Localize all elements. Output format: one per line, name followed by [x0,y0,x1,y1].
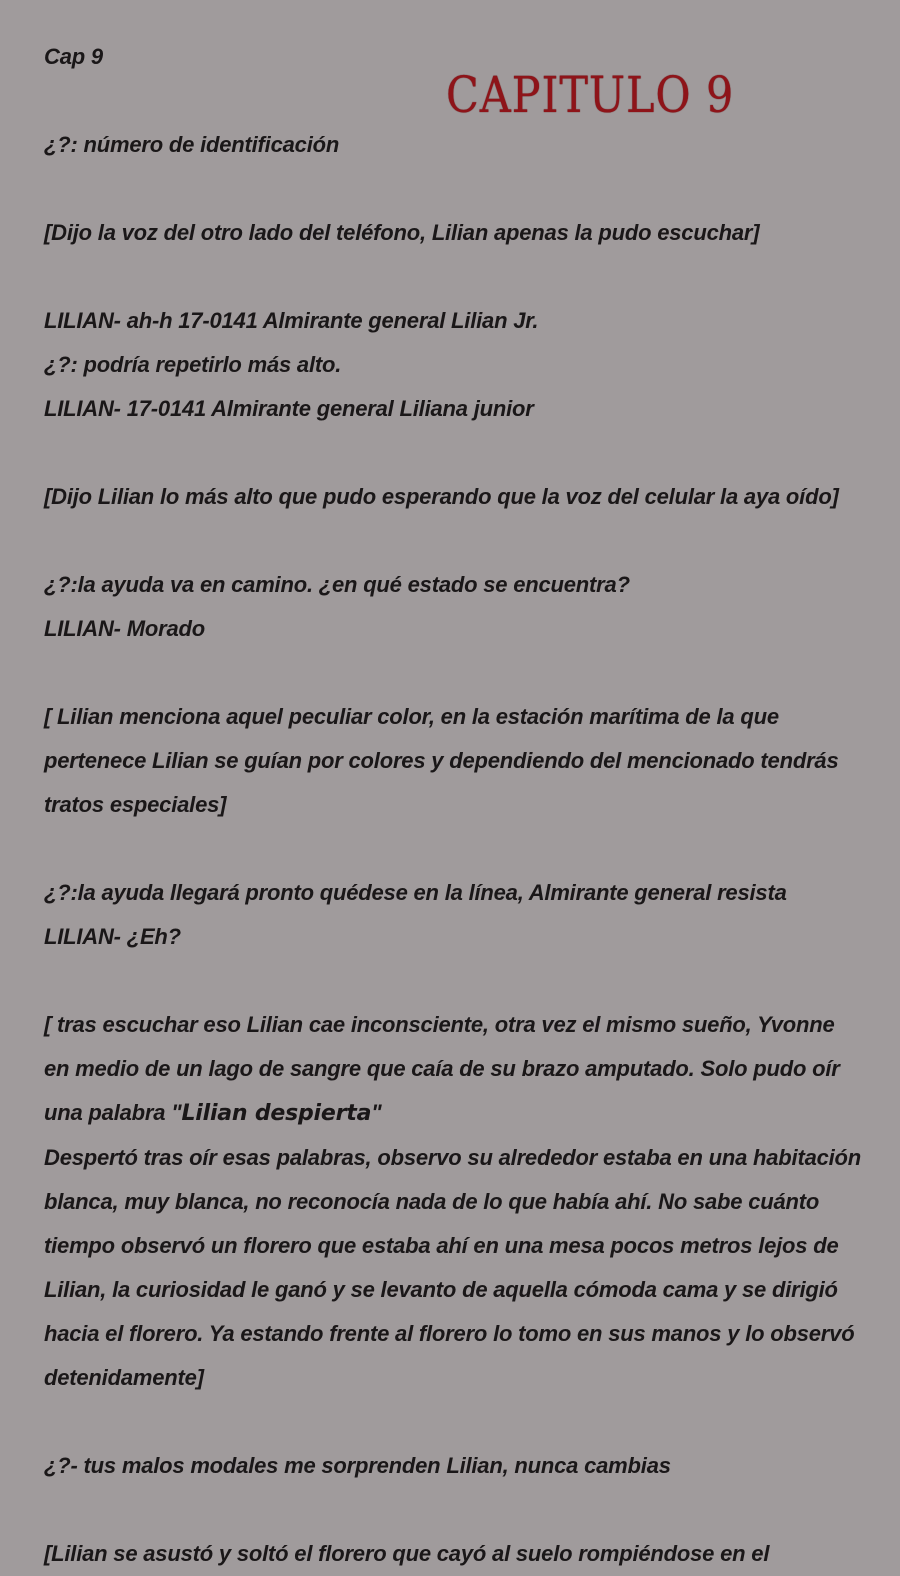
spacer [44,959,864,1003]
spacer [44,519,864,563]
text-line: ¿?:la ayuda llegará pronto quédese en la línea, Almirante general resista [44,880,787,905]
paragraph-text: " [371,1100,382,1125]
emphasized-phrase: Lilian despierta [181,1101,372,1126]
text-line: ¿?- tus malos modales me sorprenden Lilian, nunca cambias [44,1453,671,1478]
spacer [44,827,864,871]
text-paragraph [44,1003,864,1136]
text-line: ¿?:la ayuda va en camino. ¿en qué estado se encuentra? [44,572,630,597]
chapter-heading: Cap 9 [44,44,103,69]
spacer [44,79,864,123]
chapter-title-art: CAPITULO 9 [446,66,735,124]
spacer [44,167,864,211]
spacer [44,1488,864,1532]
text-line-cut-off: [Lilian se asustó y soltó el florero que cayó al suelo rompiéndose en el [44,1541,770,1566]
spacer [44,431,864,475]
paragraph-text: [ tras escuchar eso Lilian cae inconsciente, otra vez el mismo sueño, Yvonne en medio de un lago de sangre que caía de su brazo amputado. Solo pudo oír una palabra " [44,1012,840,1125]
text-paragraph: Despertó tras oír esas palabras, observo su alrededor estaba en una habitación blanca, muy blanca, no reconocía nada de lo que había ahí. No sabe cuánto tiempo observó un florero que estaba ahí en una mesa pocos metros lejos de Lilian, la curiosidad le ganó y se levanto de aquella cómoda cama y se dirigió hacia el florero. Ya estando frente al florero lo tomo en sus manos y lo observó detenidamente] [44,1145,862,1390]
text-line: ¿?: podría repetirlo más alto. [44,352,342,377]
text-line: [Dijo Lilian lo más alto que pudo esperando que la voz del celular la aya oído] [44,484,839,509]
text-line: LILIAN- ah-h 17-0141 Almirante general Lilian Jr. [44,308,539,333]
story-text [44,35,864,1576]
text-paragraph: [ Lilian menciona aquel peculiar color, en la estación marítima de la que pertenece Lilian se guían por colores y dependiendo del mencionado tendrás tratos especiales] [44,704,839,817]
text-line: [Dijo la voz del otro lado del teléfono, Lilian apenas la pudo escuchar] [44,220,760,245]
spacer [44,1400,864,1444]
spacer [44,255,864,299]
text-line: LILIAN- 17-0141 Almirante general Liliana junior [44,396,534,421]
spacer [44,651,864,695]
text-line: ¿?: número de identificación [44,132,340,157]
text-line: LILIAN- Morado [44,616,205,641]
text-line: LILIAN- ¿Eh? [44,924,181,949]
